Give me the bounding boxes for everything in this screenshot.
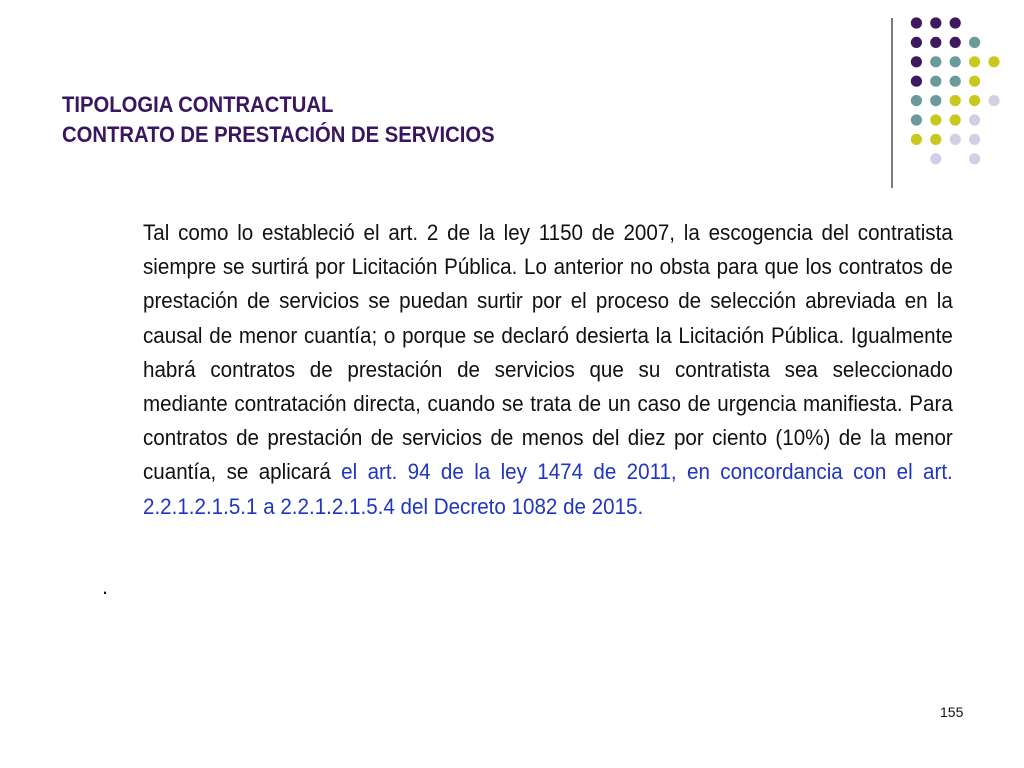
decorative-dot	[969, 153, 980, 164]
decorative-dot	[988, 95, 999, 106]
decorative-dot	[969, 37, 980, 48]
decorative-dot	[911, 95, 922, 106]
decorative-dot	[911, 56, 922, 67]
decorative-dot	[930, 37, 941, 48]
decorative-dot	[911, 76, 922, 87]
body-text: Tal como lo estableció el art. 2 de la ley 1150 de 2007, la escogencia del contratista siempre se surtirá por Licitación Pública. Lo anterior no obsta para que los contratos de prestación de servicios se puedan surtir por el proceso de selección abreviada en la causal de menor cuantía; o porque se declaró desierta la Licitación Pública. Igualmente habrá contratos de prestación de servicios que su contratista sea seleccionado mediante contratación directa, cuando se trata de un caso de urgencia manifiesta. Para contratos de prestación de servicios de menos del diez por ciento (10%) de la menor cuantía, se aplicará	[143, 220, 953, 485]
decorative-dot	[969, 114, 980, 125]
decorative-dot	[911, 134, 922, 145]
legal-reference-text: el art. 94 de la ley 1474 de 2011, en concordancia con el art. 2.2.1.2.1.5.1 a 2.2.1.2.1.5.4 del Decreto 1082 de 2015.	[143, 459, 953, 519]
body-paragraph	[143, 216, 953, 524]
title-line-1: TIPOLOGIA CONTRACTUAL	[62, 92, 334, 117]
decorative-dot	[950, 56, 961, 67]
decorative-dot	[930, 56, 941, 67]
decorative-dot	[930, 153, 941, 164]
decorative-dot	[950, 134, 961, 145]
decorative-dot	[930, 114, 941, 125]
decorative-dot	[930, 134, 941, 145]
decorative-dot	[969, 134, 980, 145]
decorative-dot	[911, 37, 922, 48]
decorative-dot	[930, 17, 941, 28]
decorative-dot	[969, 56, 980, 67]
decorative-dot	[950, 17, 961, 28]
decorative-dot	[950, 37, 961, 48]
title-line-2: CONTRATO DE PRESTACIÓN DE SERVICIOS	[62, 122, 495, 147]
decorative-dot	[988, 56, 999, 67]
decorative-dot	[950, 76, 961, 87]
decorative-dot	[911, 114, 922, 125]
trailing-mark: .	[102, 574, 109, 599]
decorative-dot	[930, 95, 941, 106]
page-number: 155	[940, 704, 964, 720]
decorative-dot	[969, 95, 980, 106]
decorative-dot	[911, 17, 922, 28]
decorative-dot	[950, 114, 961, 125]
decorative-dot-grid	[0, 0, 1024, 200]
decorative-dot	[969, 76, 980, 87]
decorative-dot	[930, 76, 941, 87]
decorative-dot	[950, 95, 961, 106]
